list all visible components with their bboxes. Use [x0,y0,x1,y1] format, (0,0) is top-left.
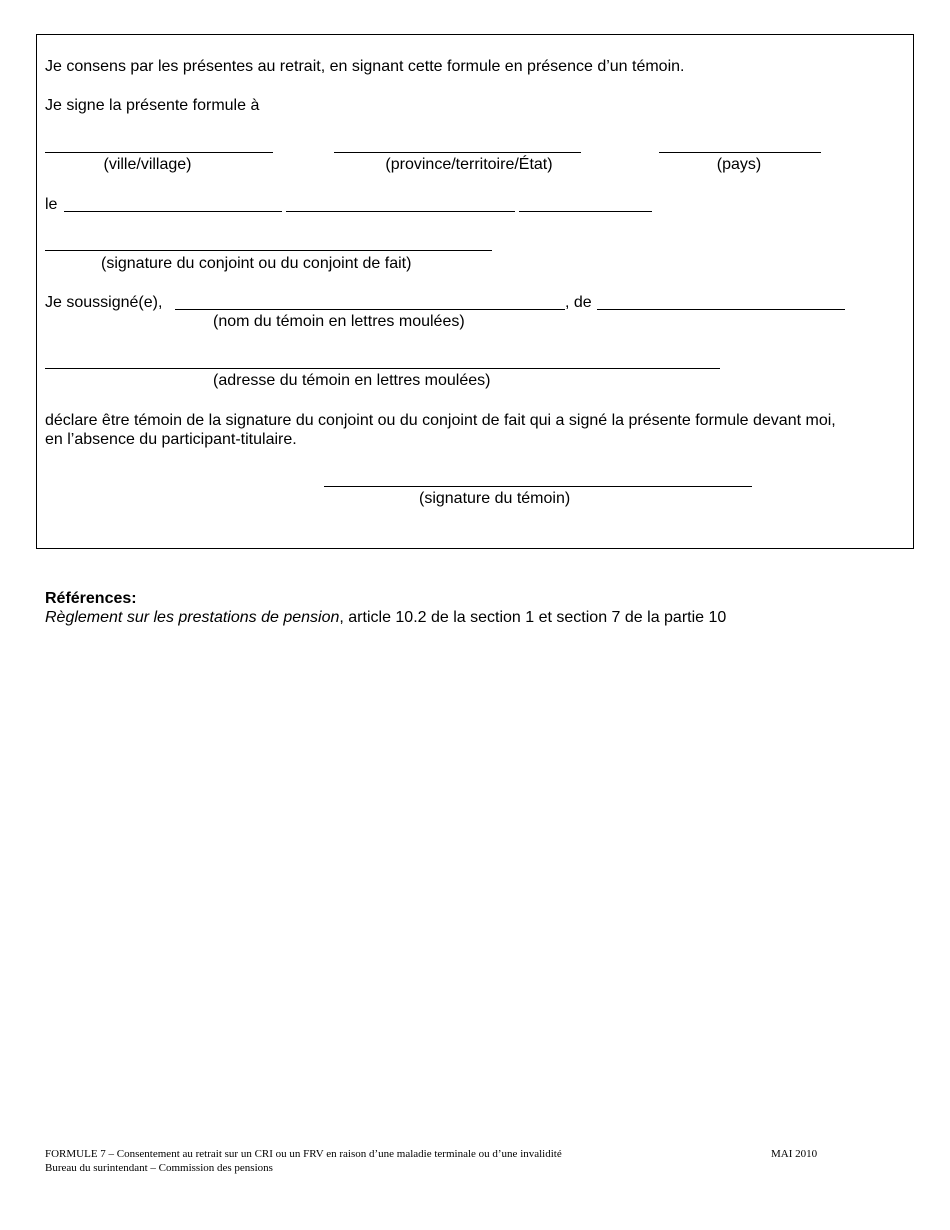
witness-signature-label: (signature du témoin) [419,490,571,507]
city-field-line[interactable] [45,152,273,153]
footer-form-title: FORMULE 7 – Consentement au retrait sur un CRI ou un FRV en raison d’une maladie terminale ou d’une invalidité [45,1148,562,1160]
witness-city-field-line[interactable] [597,309,845,310]
references-text [45,608,726,627]
date-prefix: le [45,196,58,213]
witness-name-label: (nom du témoin en lettres moulées) [213,313,465,330]
date-year-field-line[interactable] [519,211,652,212]
regulation-title: Règlement sur les prestations de pension [45,609,340,626]
spouse-signature-line[interactable] [45,250,492,251]
date-day-field-line[interactable] [64,211,282,212]
declaration-line-2: en l’absence du participant-titulaire. [45,431,297,448]
of-separator: , de [565,294,592,311]
declaration-line-1: déclare être témoin de la signature du conjoint ou du conjoint de fait qui a signé la présente formule devant moi, [45,412,836,429]
references-heading: Références: [45,590,137,607]
date-month-field-line[interactable] [286,211,515,212]
regulation-detail: , article 10.2 de la section 1 et section 7 de la partie 10 [339,609,727,626]
consent-statement: Je consens par les présentes au retrait, en signant cette formule en présence d’un témoin. [45,58,685,75]
footer-office: Bureau du surintendant – Commission des pensions [45,1162,273,1174]
witness-signature-line[interactable] [324,486,752,487]
footer-date: MAI 2010 [771,1148,818,1160]
city-label: (ville/village) [103,156,192,173]
undersigned-prefix: Je soussigné(e), [45,294,163,311]
spouse-signature-label: (signature du conjoint ou du conjoint de fait) [101,255,412,272]
sign-location-prompt: Je signe la présente formule à [45,97,260,114]
province-field-line[interactable] [334,152,581,153]
witness-name-field-line[interactable] [175,309,565,310]
country-label: (pays) [716,156,762,173]
province-label: (province/territoire/État) [385,156,553,173]
country-field-line[interactable] [659,152,821,153]
witness-address-label: (adresse du témoin en lettres moulées) [213,372,491,389]
witness-address-field-line[interactable] [45,368,720,369]
